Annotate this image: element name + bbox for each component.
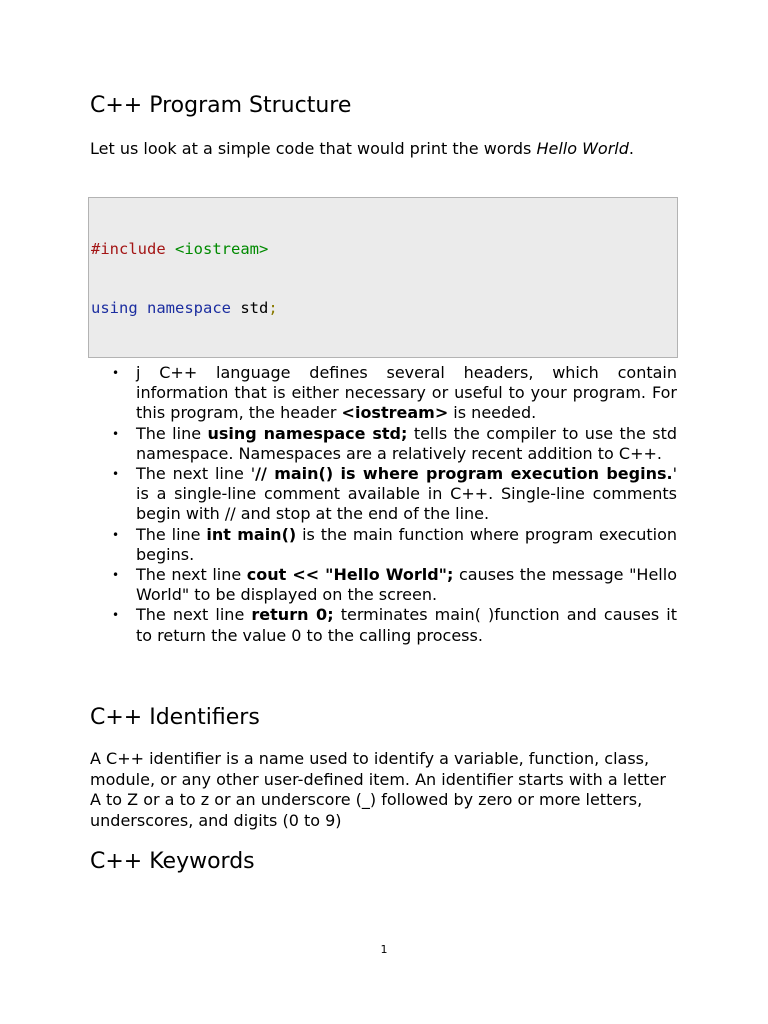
bullet-text: terminates main( )function and causes it to return the value 0 to the calling process. xyxy=(136,605,677,645)
bullet-bold-text: using namespace std; xyxy=(207,423,408,443)
explanation-list xyxy=(112,363,677,646)
bullet-text: is the main function where program execution begins. xyxy=(136,524,677,564)
bullet-text: ' is a single-line comment available in C++. Single-line comments begin with // and stop at the end of the line. xyxy=(136,464,677,524)
list-item xyxy=(112,363,677,424)
bullet-text: causes the message "Hello World" to be displayed on the screen. xyxy=(136,565,677,605)
intro-emphasis: Hello World xyxy=(536,139,629,158)
heading-keywords: C++ Keywords xyxy=(90,849,255,874)
bullet-text: is needed. xyxy=(448,403,537,423)
bullet-text: The next line ' xyxy=(136,464,256,484)
bullet-bold-text: int main() xyxy=(206,524,297,544)
code-keyword-namespace: namespace xyxy=(147,298,232,317)
bullet-text: The line xyxy=(136,524,207,544)
bullet-icon: • xyxy=(112,426,120,441)
bullet-bold-text: cout << "Hello World"; xyxy=(246,565,454,585)
bullet-bold-text: return 0; xyxy=(251,605,334,625)
intro-period: . xyxy=(628,139,634,158)
code-semicolon: ; xyxy=(268,298,278,317)
bullet-icon: • xyxy=(112,608,120,623)
bullet-icon: • xyxy=(112,366,120,380)
intro-text: Let us look at a simple code that would print the words xyxy=(90,139,537,158)
list-item xyxy=(112,605,677,645)
bullet-text: j C++ language defines several headers, which contain information that is either necessary or useful to your program. For this program, the header xyxy=(136,363,677,423)
bullet-text: tells the compiler to use the std namespace. Namespaces are a relatively recent addition to C++. xyxy=(136,423,677,463)
code-include-directive: #include xyxy=(91,239,175,258)
bullet-bold-text: <iostream> xyxy=(341,403,449,423)
heading-identifiers: C++ Identifiers xyxy=(90,705,260,730)
code-keyword-using: using xyxy=(91,298,138,317)
list-item xyxy=(112,423,677,464)
code-identifier-std: std xyxy=(231,298,269,317)
code-line-2 xyxy=(91,299,677,319)
intro-paragraph xyxy=(90,139,680,160)
heading-program-structure: C++ Program Structure xyxy=(90,93,352,118)
code-include-header: <iostream> xyxy=(175,239,269,258)
code-block xyxy=(88,197,678,358)
bullet-bold-text: // main() is where program execution begins. xyxy=(255,464,673,484)
identifiers-paragraph: A C++ identifier is a name used to identify a variable, function, class, module, or any other user-defined item. An identifier starts with a letter A to Z or a to z or an underscore (_) followed by zero or more letters, underscores, and digits (0 to 9) xyxy=(90,749,666,830)
page-number: 1 xyxy=(380,943,388,956)
list-item xyxy=(112,565,677,605)
bullet-icon: • xyxy=(112,527,120,542)
bullet-text: The line xyxy=(136,423,208,443)
bullet-text: The next line xyxy=(136,605,252,625)
bullet-icon: • xyxy=(112,467,120,482)
bullet-text: The next line xyxy=(136,565,247,585)
code-line-1 xyxy=(91,240,677,260)
bullet-icon: • xyxy=(112,568,120,583)
list-item xyxy=(112,464,677,525)
list-item xyxy=(112,524,677,565)
